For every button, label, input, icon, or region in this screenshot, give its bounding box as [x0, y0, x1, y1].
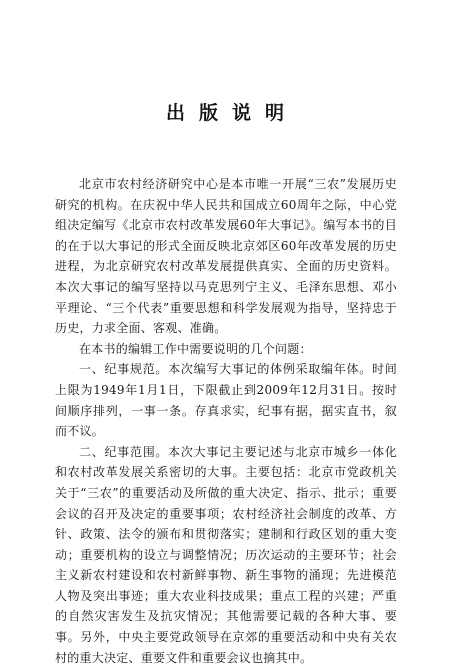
- paragraph-record-scope: 二、纪事范围。本次大事记主要记述与北京市城乡一体化和农村改革发展关系密切的大事。主要包括：北京市党政机关关于“三农”的重要活动及所做的重大决定、指示、批示；重要会议的召开及决定的重要事项；农村经济社会制度的改革、方针、政策、法令的颁布和贯彻落实；建制和行政区划的重大变动；重要机构的设立与调整情况；历次运动的主要环节；社会主义新农村建设和农村新鲜事物、新生事物的涌现；先进模范人物及突出事迹；重大农业科技成果；重点工程的兴建；严重的自然灾害发生及抗灾情况；其他需要记载的各种大事、要事。另外，中央主要党政领导在京郊的重要活动和中央有关农村的重大决定、重要文件和重要会议也摘其中。: [55, 444, 397, 665]
- paragraph-intro: 北京市农村经济研究中心是本市唯一开展“三农”发展历史研究的机构。在庆祝中华人民共和国成立60周年之际，中心党组决定编写《北京市农村改革发展60年大事记》。编写本书的目的在于以大事记的形式全面反映北京郊区60年改革发展的历史进程，为北京研究农村改革发展提供真实、全面的历史资料。本次大事记的编写坚持以马克思列宁主义、毛泽东思想、邓小平理论、“三个代表”重要思想和科学发展观为指导，坚持忠于历史，力求全面、客观、准确。: [55, 177, 397, 336]
- paragraph-record-norms: 一、纪事规范。本次编写大事记的体例采取编年体。时间上限为1949年1月1日，下限截止到2009年12月31日。按时间顺序排列，一事一条。存真求实，纪事有据，据实直书，叙而不议。: [55, 362, 397, 439]
- paragraph-notes-lead: 在本书的编辑工作中需要说明的几个问题：: [79, 341, 312, 356]
- page-title: 出版说明: [165, 102, 298, 124]
- body-text: [55, 174, 397, 668]
